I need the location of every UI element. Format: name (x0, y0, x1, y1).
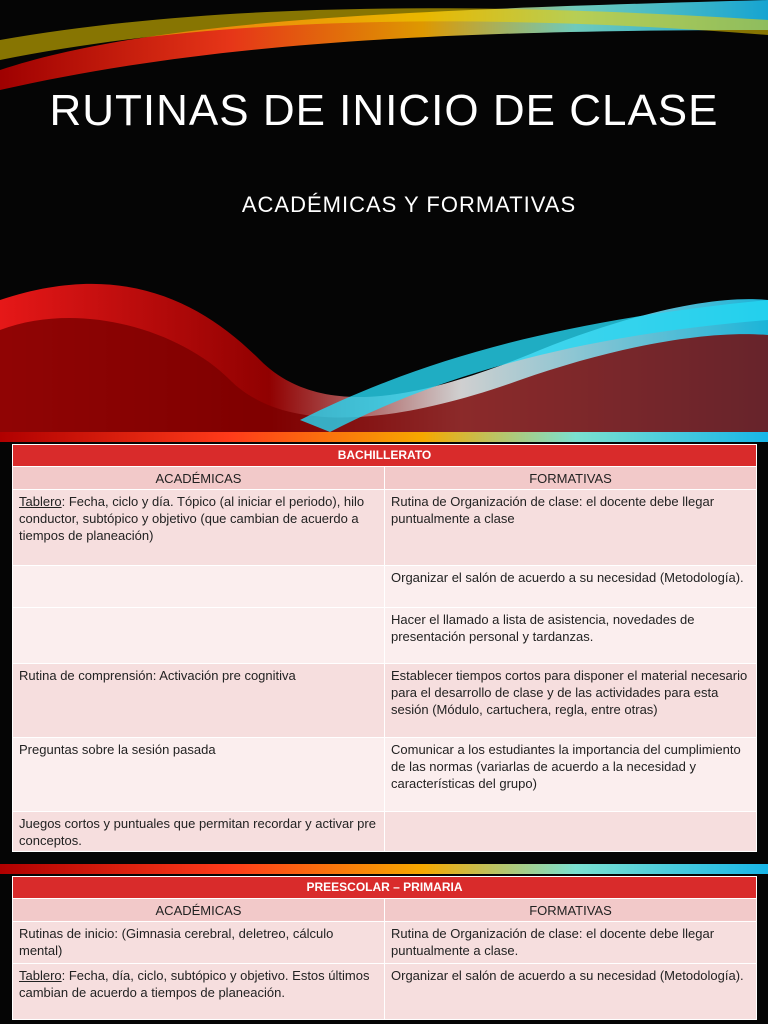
cell-formativas: Rutina de Organización de clase: el docente debe llegar puntualmente a clase (385, 490, 757, 566)
table-row (13, 922, 757, 964)
cell-academicas: Tablero: Fecha, día, ciclo, subtópico y objetivo. Estos últimos cambian de acuerdo a tiempos de planeación. (13, 964, 385, 1020)
table-header: PREESCOLAR – PRIMARIA (13, 877, 757, 899)
column-header-formativas: FORMATIVAS (385, 467, 757, 490)
column-header-formativas: FORMATIVAS (385, 899, 757, 922)
cell-academicas (13, 566, 385, 608)
table-row (13, 608, 757, 664)
column-header-academicas: ACADÉMICAS (13, 899, 385, 922)
table-row (13, 566, 757, 608)
column-header-academicas: ACADÉMICAS (13, 467, 385, 490)
slide-subtitle: ACADÉMICAS Y FORMATIVAS (241, 192, 577, 217)
cell-formativas: Organizar el salón de acuerdo a su necesidad (Metodología). (385, 964, 757, 1020)
cell-academicas: Rutinas de inicio: (Gimnasia cerebral, deletreo, cálculo mental) (13, 922, 385, 964)
cell-academicas: Juegos cortos y puntuales que permitan recordar y activar pre conceptos. (13, 812, 385, 852)
bachillerato-table (12, 444, 757, 852)
cell-formativas: Organizar el salón de acuerdo a su necesidad (Metodología). (385, 566, 757, 608)
cell-formativas: Rutina de Organización de clase: el docente debe llegar puntualmente a clase. (385, 922, 757, 964)
slide-title: RUTINAS DE INICIO DE CLASE (49, 86, 719, 135)
cell-formativas (385, 812, 757, 852)
cell-formativas: Establecer tiempos cortos para disponer el material necesario para el desarrollo de clase y de las actividades para esta sesión (Módulo, cartuchera, regla, entre otras) (385, 664, 757, 738)
preescolar-slide (0, 864, 768, 1024)
cell-formativas: Hacer el llamado a lista de asistencia, novedades de presentación personal y tardanzas. (385, 608, 757, 664)
table-row (13, 664, 757, 738)
cell-academicas: Tablero: Fecha, ciclo y día. Tópico (al iniciar el periodo), hilo conductor, subtópico y objetivo (que cambian de acuerdo a tiempos de planeación) (13, 490, 385, 566)
title-slide (0, 0, 768, 432)
cell-academicas: Rutina de comprensión: Activación pre cognitiva (13, 664, 385, 738)
cell-academicas (13, 608, 385, 664)
table-row (13, 490, 757, 566)
cell-formativas: Comunicar a los estudiantes la importancia del cumplimiento de las normas (variarlas de acuerdo a la necesidad y características del grupo) (385, 738, 757, 812)
table-row (13, 812, 757, 852)
cell-academicas: Preguntas sobre la sesión pasada (13, 738, 385, 812)
table-header: BACHILLERATO (13, 445, 757, 467)
preescolar-table (12, 876, 757, 1020)
table-row (13, 738, 757, 812)
table-row (13, 964, 757, 1020)
bachillerato-slide (0, 432, 768, 864)
